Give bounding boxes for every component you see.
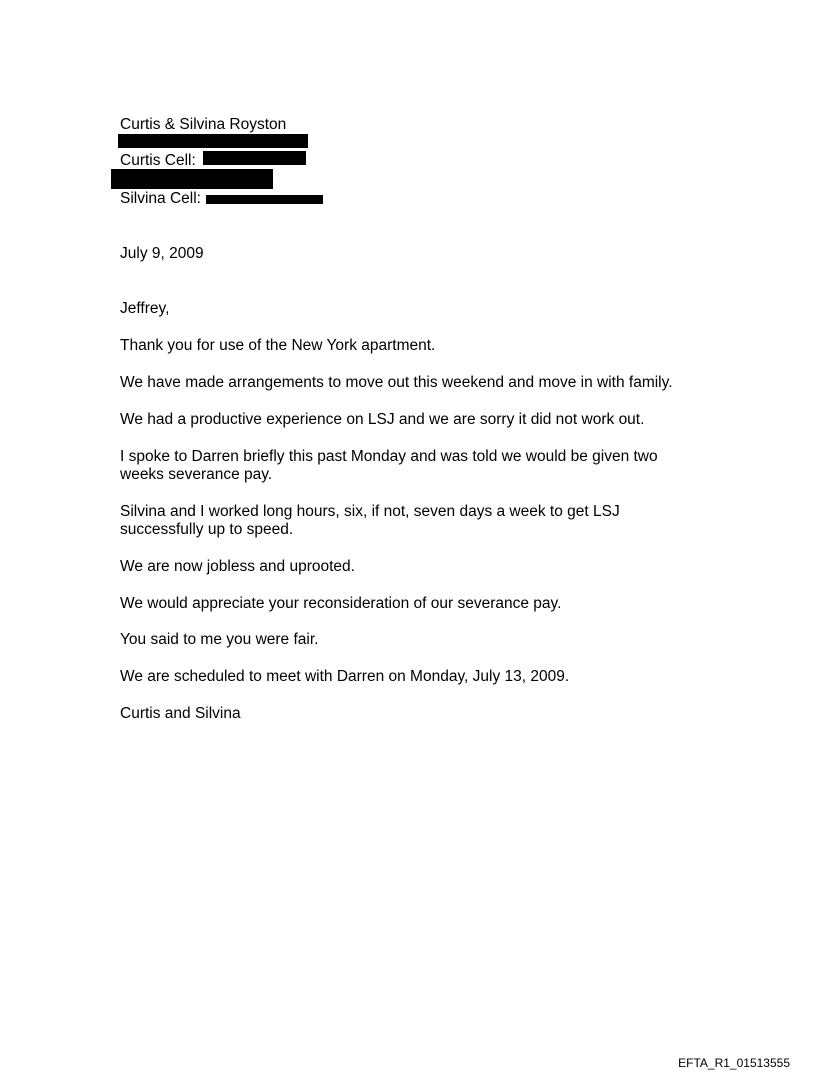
body-paragraph: I spoke to Darren briefly this past Monday and was told we would be given two weeks severance pay. <box>120 448 658 483</box>
body-paragraph: We are now jobless and uprooted. <box>120 558 355 575</box>
body-paragraph: We are scheduled to meet with Darren on Monday, July 13, 2009. <box>120 668 570 685</box>
redaction-bar-curtis-cell <box>203 151 306 165</box>
body-paragraph: Silvina and I worked long hours, six, if not, seven days a week to get LSJ successfully up to speed. <box>120 503 620 538</box>
silvina-cell-label: Silvina Cell: <box>120 190 201 207</box>
redaction-bar-silvina-cell <box>206 195 323 204</box>
body-paragraph: We have made arrangements to move out this weekend and move in with family. <box>120 374 673 391</box>
body-paragraph: We would appreciate your reconsideration of our severance pay. <box>120 595 562 612</box>
redaction-bar-email <box>111 169 273 189</box>
salutation: Jeffrey, <box>120 300 170 317</box>
redaction-bar-address <box>118 134 308 148</box>
document-id: EFTA_R1_01513555 <box>678 1056 790 1070</box>
signature: Curtis and Silvina <box>120 705 241 722</box>
sender-names: Curtis & Silvina Royston <box>120 116 287 133</box>
curtis-cell-label: Curtis Cell: <box>120 152 196 169</box>
body-paragraph: You said to me you were fair. <box>120 631 319 648</box>
body-paragraph: We had a productive experience on LSJ and we are sorry it did not work out. <box>120 411 645 428</box>
letter-date: July 9, 2009 <box>120 245 204 262</box>
body-paragraph: Thank you for use of the New York apartment. <box>120 337 436 354</box>
